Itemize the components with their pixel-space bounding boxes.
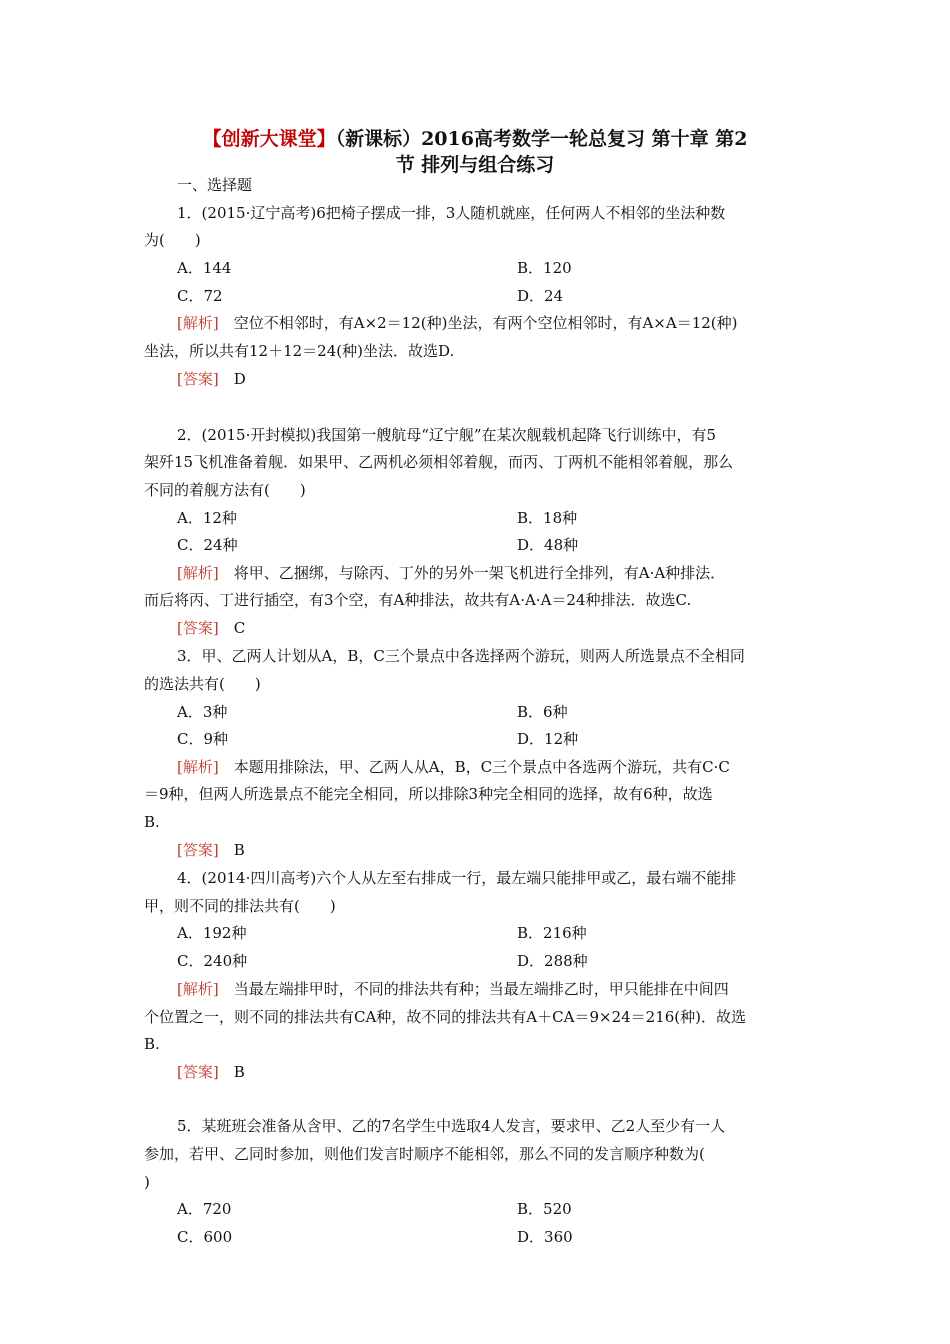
answer-value: B bbox=[233, 1063, 245, 1081]
question-1-stem-line-1: 1．(2015·辽宁高考)6把椅子摆成一排，3人随机就座，任何两人不相邻的坐法种数 bbox=[177, 204, 726, 222]
question-1-stem-line-2: 为( ) bbox=[144, 231, 201, 249]
analysis-text: 将甲、乙捆绑，与除丙、丁外的另外一架飞机进行全排列，有A·A种排法． bbox=[233, 564, 726, 582]
answer-tag: [答案] bbox=[177, 1063, 219, 1081]
question-3-option-b: B．6种 bbox=[517, 703, 568, 721]
question-2-option-a: A．12种 bbox=[177, 509, 237, 527]
question-4-option-c: C．240种 bbox=[177, 952, 248, 970]
section-heading: 一、选择题 bbox=[177, 176, 253, 194]
question-4-answer bbox=[177, 1062, 245, 1082]
question-2-analysis-line-1 bbox=[177, 563, 725, 583]
question-2-stem-line-3: 不同的着舰方法有( ) bbox=[144, 481, 306, 499]
question-5-stem-line-1: 5．某班班会准备从含甲、乙的7名学生中选取4人发言，要求甲、乙2人至少有一人 bbox=[177, 1117, 726, 1135]
question-3-answer bbox=[177, 840, 245, 860]
question-2-answer bbox=[177, 618, 245, 638]
question-1-answer bbox=[177, 369, 246, 389]
analysis-tag: [解析] bbox=[177, 314, 219, 332]
question-1-analysis-line-2: 坐法，所以共有12＋12＝24(种)坐法．故选D. bbox=[144, 342, 455, 360]
question-4-option-a: A．192种 bbox=[177, 924, 247, 942]
question-4-option-b: B．216种 bbox=[517, 924, 587, 942]
question-5-option-d: D．360 bbox=[517, 1228, 573, 1246]
answer-tag: [答案] bbox=[177, 841, 219, 859]
question-2-analysis-line-2: 而后将丙、丁进行插空，有3个空，有A种排法，故共有A·A·A＝24种排法．故选C. bbox=[144, 591, 692, 609]
question-1-analysis-line-1 bbox=[177, 313, 738, 333]
question-5-option-b: B．520 bbox=[517, 1200, 572, 1218]
question-4-analysis-line-2: 个位置之一，则不同的排法共有CA种，故不同的排法共有A＋CA＝9×24＝216(种)．故选 bbox=[144, 1008, 746, 1026]
question-1-option-c: C．72 bbox=[177, 287, 223, 305]
question-4-analysis-line-3: B. bbox=[144, 1035, 160, 1053]
question-5-stem-line-2: 参加，若甲、乙同时参加，则他们发言时顺序不能相邻，那么不同的发言顺序种数为( bbox=[144, 1145, 705, 1163]
title-bracket-label: 【创新大课堂】 bbox=[202, 128, 336, 150]
question-2-option-c: C．24种 bbox=[177, 536, 238, 554]
question-1-option-b: B．120 bbox=[517, 259, 572, 277]
answer-value: D bbox=[233, 370, 246, 388]
answer-tag: [答案] bbox=[177, 619, 219, 637]
question-4-stem-line-1: 4．(2014·四川高考)六个人从左至右排成一行，最左端只能排甲或乙，最右端不能排 bbox=[177, 869, 737, 887]
analysis-text: 本题用排除法，甲、乙两人从A，B，C三个景点中各选两个游玩，共有C·C bbox=[233, 758, 730, 776]
document-title-line-2: 节 排列与组合练习 bbox=[395, 154, 555, 176]
question-2-stem-line-2: 架歼15飞机准备着舰．如果甲、乙两机必须相邻着舰，而丙、丁两机不能相邻着舰，那么 bbox=[144, 453, 734, 471]
question-3-option-c: C．9种 bbox=[177, 730, 229, 748]
analysis-tag: [解析] bbox=[177, 758, 219, 776]
document-title-line-1 bbox=[120, 125, 830, 153]
title-text: （新课标）2016高考数学一轮总复习 第十章 第2 bbox=[335, 128, 748, 150]
question-3-option-a: A．3种 bbox=[177, 703, 228, 721]
question-4-analysis-line-1 bbox=[177, 979, 729, 999]
question-2-option-d: D．48种 bbox=[517, 536, 579, 554]
question-3-option-d: D．12种 bbox=[517, 730, 579, 748]
analysis-text: 当最左端排甲时，不同的排法共有种；当最左端排乙时，甲只能排在中间四 bbox=[233, 980, 729, 998]
question-1-option-a: A．144 bbox=[177, 259, 232, 277]
question-2-stem-line-1: 2．(2015·开封模拟)我国第一艘航母“辽宁舰”在某次舰载机起降飞行训练中，有5 bbox=[177, 426, 717, 444]
answer-value: B bbox=[233, 841, 245, 859]
question-3-analysis-line-3: B. bbox=[144, 813, 160, 831]
question-5-option-a: A．720 bbox=[177, 1200, 232, 1218]
answer-value: C bbox=[233, 619, 246, 637]
question-3-analysis-line-1 bbox=[177, 757, 730, 777]
question-3-analysis-line-2: ＝9种，但两人所选景点不能完全相同，所以排除3种完全相同的选择，故有6种，故选 bbox=[144, 785, 713, 803]
question-1-option-d: D．24 bbox=[517, 287, 564, 305]
question-4-option-d: D．288种 bbox=[517, 952, 588, 970]
analysis-tag: [解析] bbox=[177, 980, 219, 998]
question-5-stem-line-3: ) bbox=[144, 1173, 150, 1191]
question-4-stem-line-2: 甲，则不同的排法共有( ) bbox=[144, 897, 336, 915]
question-5-option-c: C．600 bbox=[177, 1228, 233, 1246]
answer-tag: [答案] bbox=[177, 370, 219, 388]
question-3-stem-line-1: 3．甲、乙两人计划从A，B，C三个景点中各选择两个游玩，则两人所选景点不全相同 bbox=[177, 647, 745, 665]
analysis-tag: [解析] bbox=[177, 564, 219, 582]
analysis-text: 空位不相邻时，有A×2＝12(种)坐法，有两个空位相邻时，有A×A＝12(种) bbox=[233, 314, 738, 332]
question-3-stem-line-2: 的选法共有( ) bbox=[144, 675, 261, 693]
question-2-option-b: B．18种 bbox=[517, 509, 578, 527]
